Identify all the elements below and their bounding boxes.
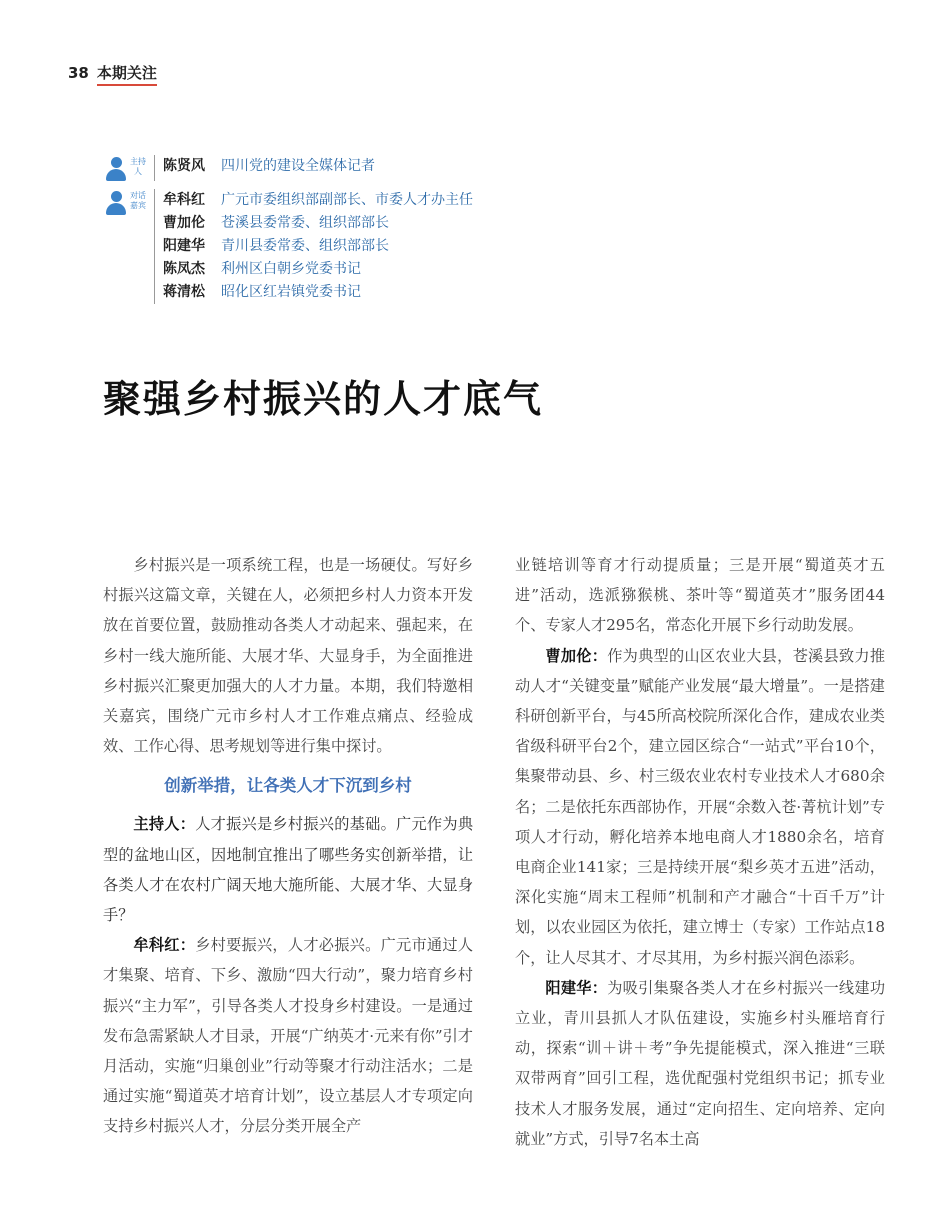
- host-question: 人才振兴是乡村振兴的基础。广元作为典型的盆地山区，因地制宜推出了哪些务实创新举措，让各类人才在农村广阔天地大施所能、大展才华、大显身手？: [103, 815, 474, 925]
- participants-block: [106, 155, 473, 312]
- participant-title: 四川党的建设全媒体记者: [221, 158, 375, 174]
- participant-row: [163, 281, 473, 304]
- participant-name: 牟科红: [163, 192, 205, 208]
- article-title: 聚强乡村振兴的人才底气: [103, 376, 544, 421]
- speaker-label: 牟科红：: [133, 936, 196, 955]
- participant-row: [163, 155, 375, 178]
- answer-paragraph: [515, 973, 885, 1154]
- participant-title: 利州区白朝乡党委书记: [221, 261, 361, 277]
- participant-title: 广元市委组织部副部长、市委人才办主任: [221, 192, 473, 208]
- participant-name: 陈贤风: [163, 158, 205, 174]
- person-icon: [106, 157, 126, 181]
- section-title: 本期关注: [97, 62, 157, 86]
- participant-name: 阳建华: [163, 238, 205, 254]
- participant-title: 青川县委常委、组织部部长: [221, 238, 389, 254]
- participant-row: [163, 258, 473, 281]
- participant-name: 陈凤杰: [163, 261, 205, 277]
- speaker-label: 曹加伦：: [545, 646, 608, 665]
- right-column: [515, 550, 885, 1154]
- speaker-label: 阳建华：: [545, 978, 608, 997]
- answer-text: 作为典型的山区农业大县，苍溪县致力推动人才“关键变量”赋能产业发展“最大增量”。一是搭建科研创新平台，与45所高校院所深化合作，建成农业类省级科研平台2个，建立园区综合“一站式”平台10个，集聚带动县、乡、村三级农业农村专业技术人才680余名；二是依托东西部协作，开展“余数入苍·菁杭计划”专项人才行动，孵化培养本地电商人才1880余名，培育电商企业141家；三是持续开展“梨乡英才五进”活动，深化实施“周末工程师”机制和产才融合“十百千万”计划，以农业园区为依托，建立博士（专家）工作站点18个，让人尽其才、才尽其用，为乡村振兴润色添彩。: [515, 646, 886, 967]
- guests-group: [106, 189, 473, 304]
- participant-row: [163, 189, 473, 212]
- participant-name: 蒋清松: [163, 284, 205, 300]
- participant-row: [163, 212, 473, 235]
- participant-title: 苍溪县委常委、组织部部长: [221, 215, 389, 231]
- participant-title: 昭化区红岩镇党委书记: [221, 284, 361, 300]
- answer-text: 乡村要振兴，人才必振兴。广元市通过人才集聚、培育、下乡、激励“四大行动”，聚力培育乡村振兴“主力军”，引导各类人才投身乡村建设。一是通过发布急需紧缺人才目录，开展“广纳英才·元来有你”引才月活动，实施“归巢创业”行动等聚才行动注活水；二是通过实施“蜀道英才培育计划”，设立基层人才专项定向支持乡村振兴人才，分层分类开展全产: [103, 936, 474, 1136]
- left-column: [103, 550, 473, 1142]
- answer-paragraph: [515, 641, 885, 973]
- participant-name: 曹加伦: [163, 215, 205, 231]
- intro-paragraph: 乡村振兴是一项系统工程，也是一场硬仗。写好乡村振兴这篇文章，关键在人，必须把乡村人力资本开发放在首要位置，鼓励推动各类人才动起来、强起来，在乡村一线大施所能、大展才华、大显身手，为全面推进乡村振兴汇聚更加强大的人才力量。本期，我们特邀相关嘉宾，围绕广元市乡村人才工作难点痛点、经验成效、工作心得、思考规划等进行集中探讨。: [103, 556, 473, 756]
- speaker-label: 主持人：: [133, 815, 196, 834]
- page-header: [68, 62, 157, 86]
- host-role-label: 主持人: [130, 157, 146, 176]
- host-question-paragraph: [103, 809, 473, 930]
- answer-paragraph: [103, 930, 473, 1141]
- person-icon: [106, 191, 126, 215]
- answer-text: 为吸引集聚各类人才在乡村振兴一线建功立业，青川县抓人才队伍建设，实施乡村头雁培育行动，探索“训＋讲＋考”争先提能模式，深入推进“三联双带两育”回引工程，选优配强村党组织书记；抓专业技术人才服务发展，通过“定向招生、定向培养、定向就业”方式，引导7名本土高: [515, 978, 886, 1148]
- answer-continuation: 业链培训等育才行动提质量；三是开展“蜀道英才五进”活动，选派猕猴桃、茶叶等“蜀道英才”服务团44个、专家人才295名，常态化开展下乡行动助发展。: [515, 556, 885, 635]
- participant-row: [163, 235, 473, 258]
- page-number: 38: [68, 64, 89, 82]
- section-subheading: 创新举措，让各类人才下沉到乡村: [164, 776, 412, 796]
- guests-role-label: 对话嘉宾: [130, 191, 146, 210]
- host-group: [106, 155, 473, 181]
